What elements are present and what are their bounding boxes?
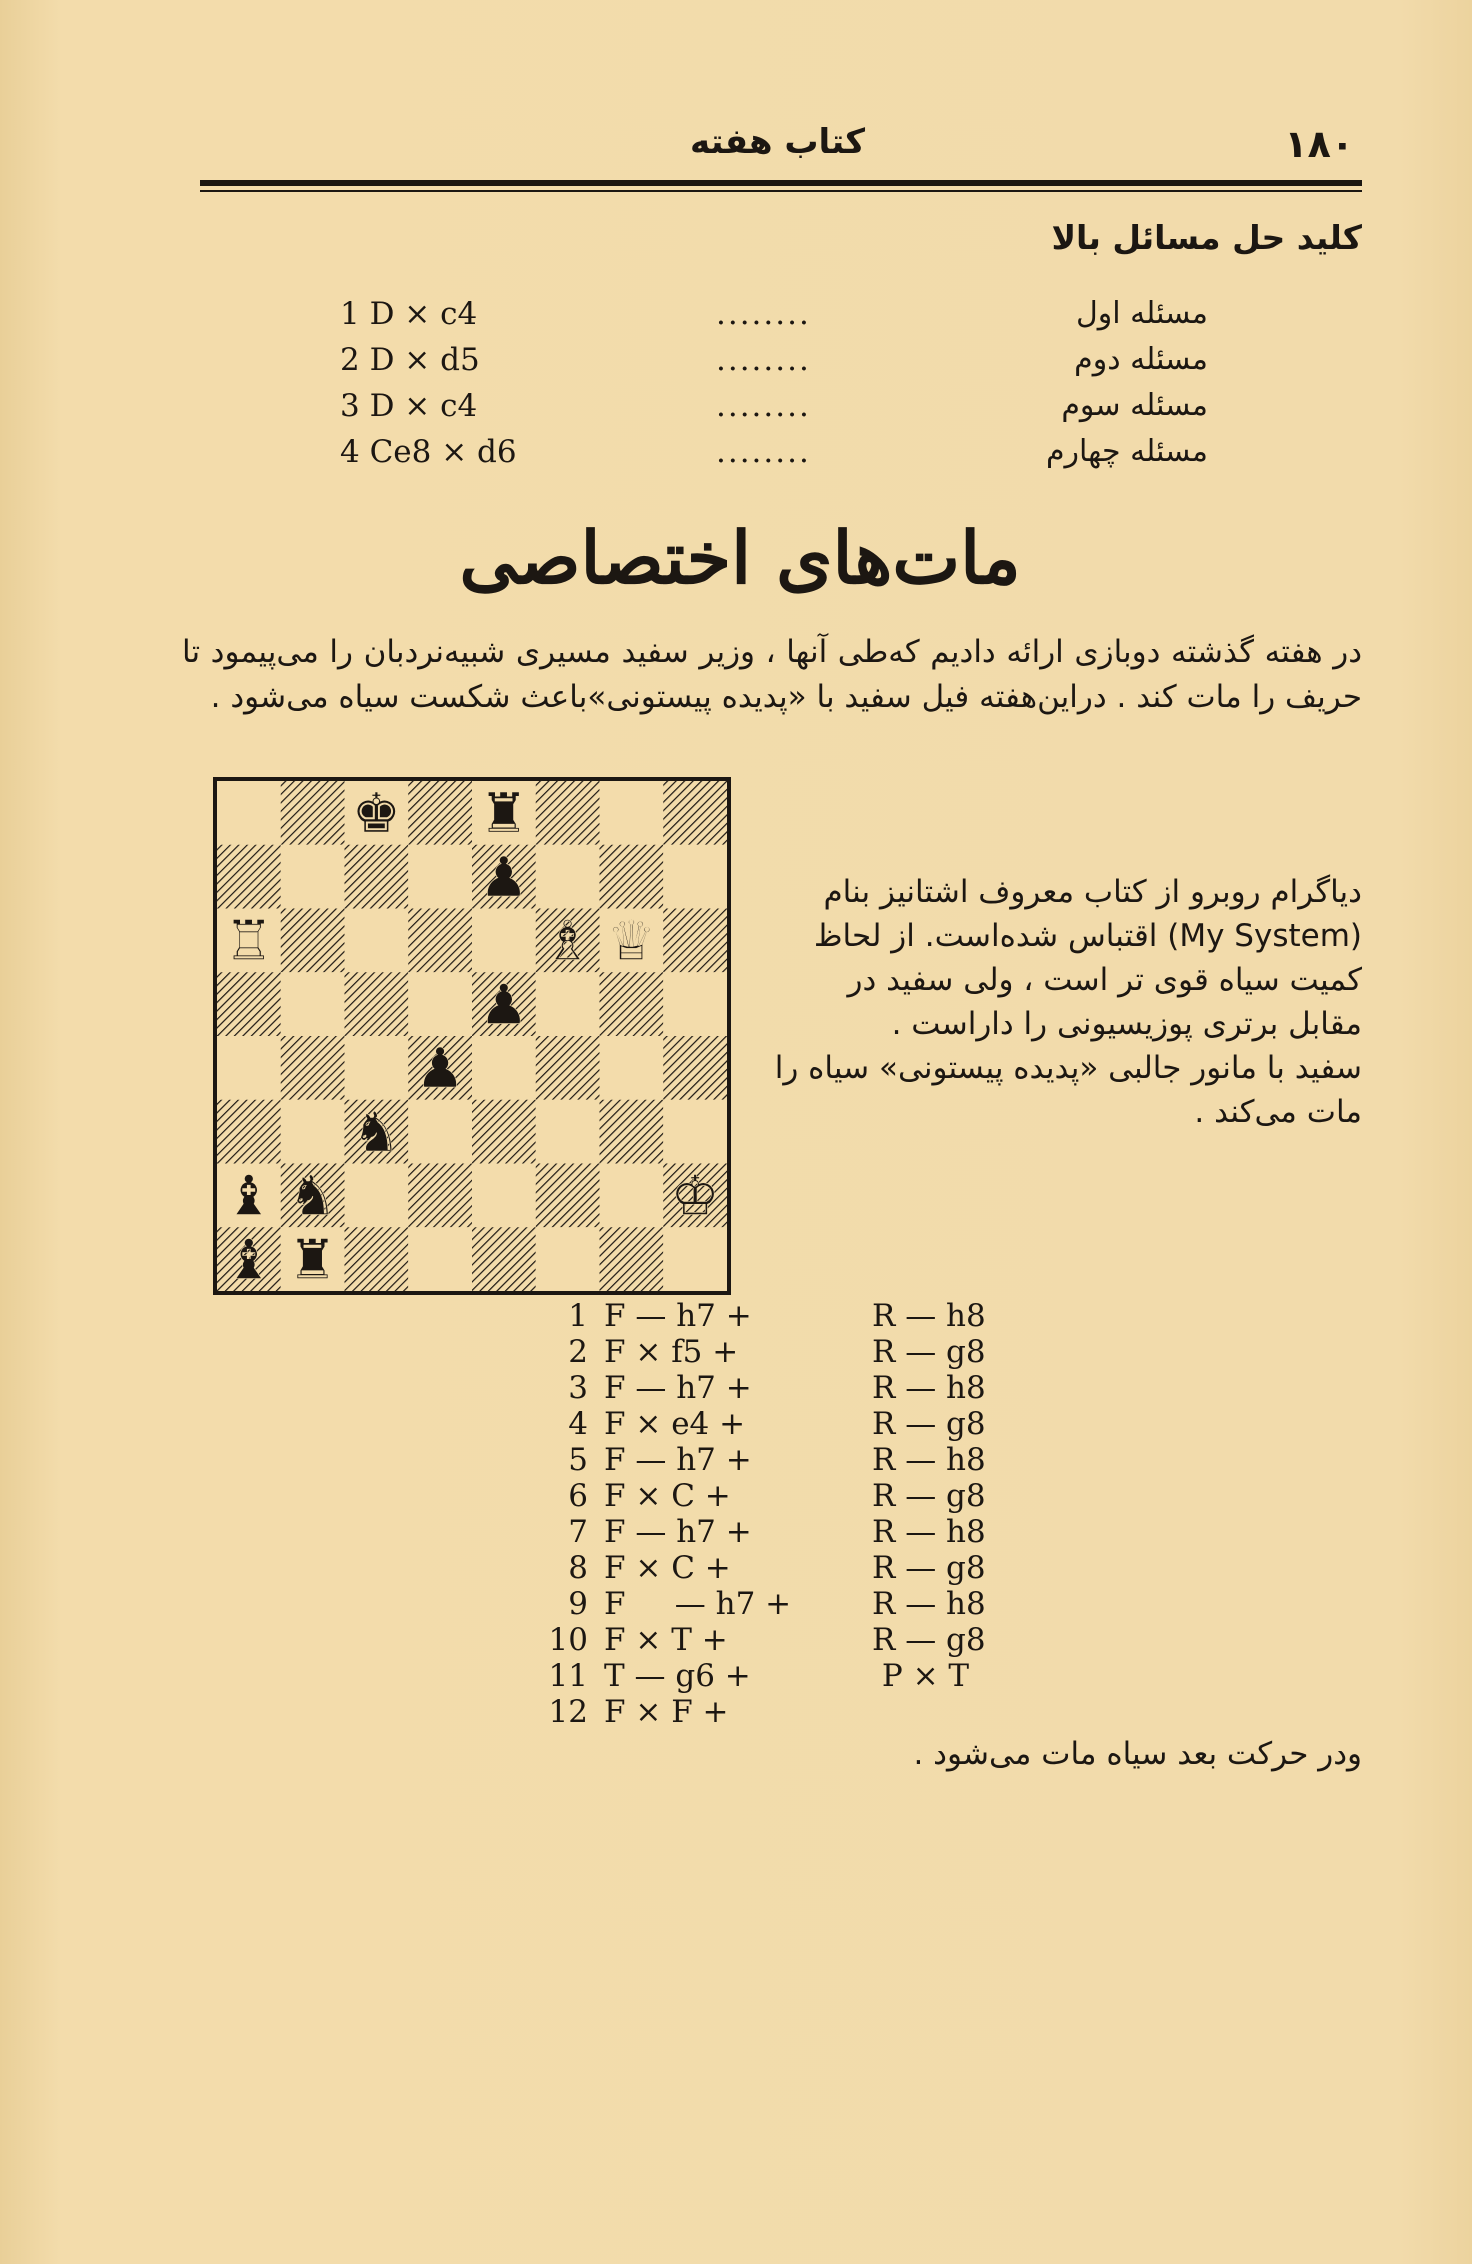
white-move: F × f5 + bbox=[604, 1334, 739, 1370]
dark-square bbox=[408, 1164, 472, 1228]
black-move: R — h8 bbox=[872, 1298, 986, 1334]
black-piece: ♞ bbox=[351, 1099, 401, 1164]
white-piece: ♕ bbox=[606, 908, 656, 973]
dark-square bbox=[663, 909, 727, 973]
solution-dots: ........ bbox=[716, 434, 811, 470]
light-square bbox=[536, 845, 600, 909]
black-move: R — h8 bbox=[872, 1442, 986, 1478]
running-title: کتاب هفته bbox=[690, 122, 865, 162]
white-move: F — h7 + bbox=[604, 1586, 792, 1622]
dark-square bbox=[536, 781, 600, 845]
key-heading: کلید حل مسائل بالا bbox=[1051, 218, 1362, 257]
solution-label: مسئله چهارم bbox=[1045, 434, 1208, 469]
solution-row bbox=[340, 342, 1208, 386]
light-square bbox=[217, 1036, 281, 1100]
dark-square bbox=[600, 1227, 664, 1291]
move-row bbox=[520, 1442, 1040, 1478]
white-piece: ♗ bbox=[543, 908, 593, 973]
black-move: R — g8 bbox=[872, 1622, 986, 1658]
dark-square bbox=[281, 909, 345, 973]
dark-square bbox=[408, 909, 472, 973]
white-move: F — h7 + bbox=[604, 1442, 752, 1478]
light-square bbox=[472, 1036, 536, 1100]
dark-square bbox=[663, 781, 727, 845]
solution-row bbox=[340, 296, 1208, 340]
black-piece: ♜ bbox=[479, 781, 529, 845]
solution-move: 2 D × d5 bbox=[340, 342, 480, 378]
dark-square bbox=[600, 1100, 664, 1164]
move-row bbox=[520, 1622, 1040, 1658]
dark-square bbox=[281, 781, 345, 845]
light-square bbox=[600, 1164, 664, 1228]
dark-square bbox=[408, 781, 472, 845]
move-row bbox=[520, 1550, 1040, 1586]
dark-square bbox=[472, 1227, 536, 1291]
article-title: مات‌های اختصاصی bbox=[459, 515, 1021, 600]
dark-square bbox=[217, 972, 281, 1036]
light-square bbox=[345, 1164, 409, 1228]
move-number: 6 bbox=[568, 1478, 588, 1514]
black-move: R — g8 bbox=[872, 1334, 986, 1370]
chess-board bbox=[217, 781, 727, 1291]
light-square bbox=[345, 909, 409, 973]
white-move: F × e4 + bbox=[604, 1406, 746, 1442]
page-header bbox=[200, 118, 1362, 178]
black-move: R — h8 bbox=[872, 1370, 986, 1406]
move-list bbox=[520, 1298, 1040, 1730]
caption-paragraph: دیاگرام روبرو از کتاب معروف اشتانیز بنام (My System) اقتباس شده‌است. از لحاظ کمیت سیاه قوی تر است ، ولی سفید در مقابل برتری پوزیسیونی را داراست . bbox=[813, 874, 1362, 1042]
light-square bbox=[472, 909, 536, 973]
light-square bbox=[663, 972, 727, 1036]
light-square bbox=[345, 1036, 409, 1100]
dark-square bbox=[663, 1036, 727, 1100]
solution-move: 4 Ce8 × d6 bbox=[340, 434, 517, 470]
move-row bbox=[520, 1586, 1040, 1622]
move-row bbox=[520, 1298, 1040, 1334]
header-rule-thin bbox=[200, 190, 1362, 192]
black-move: R — h8 bbox=[872, 1514, 986, 1550]
light-square bbox=[536, 972, 600, 1036]
light-square bbox=[408, 1227, 472, 1291]
black-move: R — g8 bbox=[872, 1550, 986, 1586]
white-move: T — g6 + bbox=[604, 1658, 751, 1694]
black-piece: ♞ bbox=[288, 1163, 338, 1228]
light-square bbox=[536, 1227, 600, 1291]
white-move: F × T + bbox=[604, 1622, 728, 1658]
white-piece: ♔ bbox=[670, 1163, 720, 1228]
move-row bbox=[520, 1658, 1040, 1694]
intro-paragraph: در هفته گذشته دوبازی ارائه دادیم که‌طی آنها ، وزیر سفید مسیری شبیه‌نردبان را می‌پیمود تا حریف را مات کند . دراین‌هفته فیل سفید با «پدیده پیستونی»باعث شکست سیاه می‌شود . bbox=[182, 634, 1362, 715]
black-piece: ♝ bbox=[224, 1227, 274, 1291]
move-number: 12 bbox=[548, 1694, 588, 1730]
closing-line: ودر حرکت بعد سیاه مات می‌شود . bbox=[913, 1736, 1362, 1772]
black-move: R — h8 bbox=[872, 1586, 986, 1622]
dark-square bbox=[345, 845, 409, 909]
white-move: F — h7 + bbox=[604, 1514, 752, 1550]
white-move: F — h7 + bbox=[604, 1370, 752, 1406]
move-number: 2 bbox=[568, 1334, 588, 1370]
move-number: 5 bbox=[568, 1442, 588, 1478]
dark-square bbox=[345, 1227, 409, 1291]
solution-row bbox=[340, 434, 1208, 478]
move-row bbox=[520, 1694, 1040, 1730]
light-square bbox=[281, 972, 345, 1036]
light-square bbox=[536, 1100, 600, 1164]
light-square bbox=[281, 845, 345, 909]
move-number: 8 bbox=[568, 1550, 588, 1586]
dark-square bbox=[217, 1100, 281, 1164]
caption-paragraph: سفید با مانور جالبی «پدیده پیستونی» سیاه را مات می‌کند . bbox=[774, 1050, 1362, 1130]
dark-square bbox=[345, 972, 409, 1036]
black-move: R — g8 bbox=[872, 1478, 986, 1514]
page-number: ۱۸۰ bbox=[1284, 122, 1354, 166]
light-square bbox=[600, 781, 664, 845]
light-square bbox=[217, 781, 281, 845]
white-move: F — h7 + bbox=[604, 1298, 752, 1334]
solution-row bbox=[340, 388, 1208, 432]
dark-square bbox=[600, 972, 664, 1036]
move-number: 9 bbox=[568, 1586, 588, 1622]
black-piece: ♟ bbox=[415, 1036, 465, 1100]
dark-square bbox=[600, 845, 664, 909]
dark-square bbox=[536, 1036, 600, 1100]
light-square bbox=[663, 845, 727, 909]
light-square bbox=[408, 1100, 472, 1164]
solution-move: 1 D × c4 bbox=[340, 296, 478, 332]
white-move: F × C + bbox=[604, 1478, 731, 1514]
solution-label: مسئله دوم bbox=[1074, 342, 1208, 377]
dark-square bbox=[217, 845, 281, 909]
move-number: 1 bbox=[568, 1298, 588, 1334]
black-piece: ♟ bbox=[479, 972, 529, 1037]
white-move: F × C + bbox=[604, 1550, 731, 1586]
diagram-caption bbox=[770, 870, 1362, 1134]
dark-square bbox=[281, 1036, 345, 1100]
move-number: 7 bbox=[568, 1514, 588, 1550]
move-row bbox=[520, 1370, 1040, 1406]
light-square bbox=[281, 1100, 345, 1164]
light-square bbox=[408, 845, 472, 909]
move-row bbox=[520, 1406, 1040, 1442]
move-row bbox=[520, 1478, 1040, 1514]
light-square bbox=[600, 1036, 664, 1100]
black-piece: ♝ bbox=[224, 1163, 274, 1228]
light-square bbox=[472, 1164, 536, 1228]
move-row bbox=[520, 1334, 1040, 1370]
move-number: 4 bbox=[568, 1406, 588, 1442]
header-rule-thick bbox=[200, 180, 1362, 186]
chess-diagram bbox=[213, 777, 731, 1295]
black-move: P × T bbox=[872, 1658, 970, 1694]
solution-dots: ........ bbox=[716, 296, 811, 332]
move-number: 11 bbox=[548, 1658, 588, 1694]
move-number: 3 bbox=[568, 1370, 588, 1406]
light-square bbox=[408, 972, 472, 1036]
dark-square bbox=[536, 1164, 600, 1228]
light-square bbox=[663, 1100, 727, 1164]
white-move: F × F + bbox=[604, 1694, 729, 1730]
move-number: 10 bbox=[548, 1622, 588, 1658]
black-piece: ♜ bbox=[288, 1227, 338, 1291]
solution-move: 3 D × c4 bbox=[340, 388, 478, 424]
white-piece: ♖ bbox=[224, 908, 274, 973]
black-move: R — g8 bbox=[872, 1406, 986, 1442]
solution-label: مسئله سوم bbox=[1061, 388, 1208, 423]
black-piece: ♚ bbox=[351, 781, 401, 845]
solution-dots: ........ bbox=[716, 342, 811, 378]
move-row bbox=[520, 1514, 1040, 1550]
black-piece: ♟ bbox=[479, 844, 529, 909]
light-square bbox=[663, 1227, 727, 1291]
solution-label: مسئله اول bbox=[1075, 296, 1208, 331]
solution-dots: ........ bbox=[716, 388, 811, 424]
dark-square bbox=[472, 1100, 536, 1164]
